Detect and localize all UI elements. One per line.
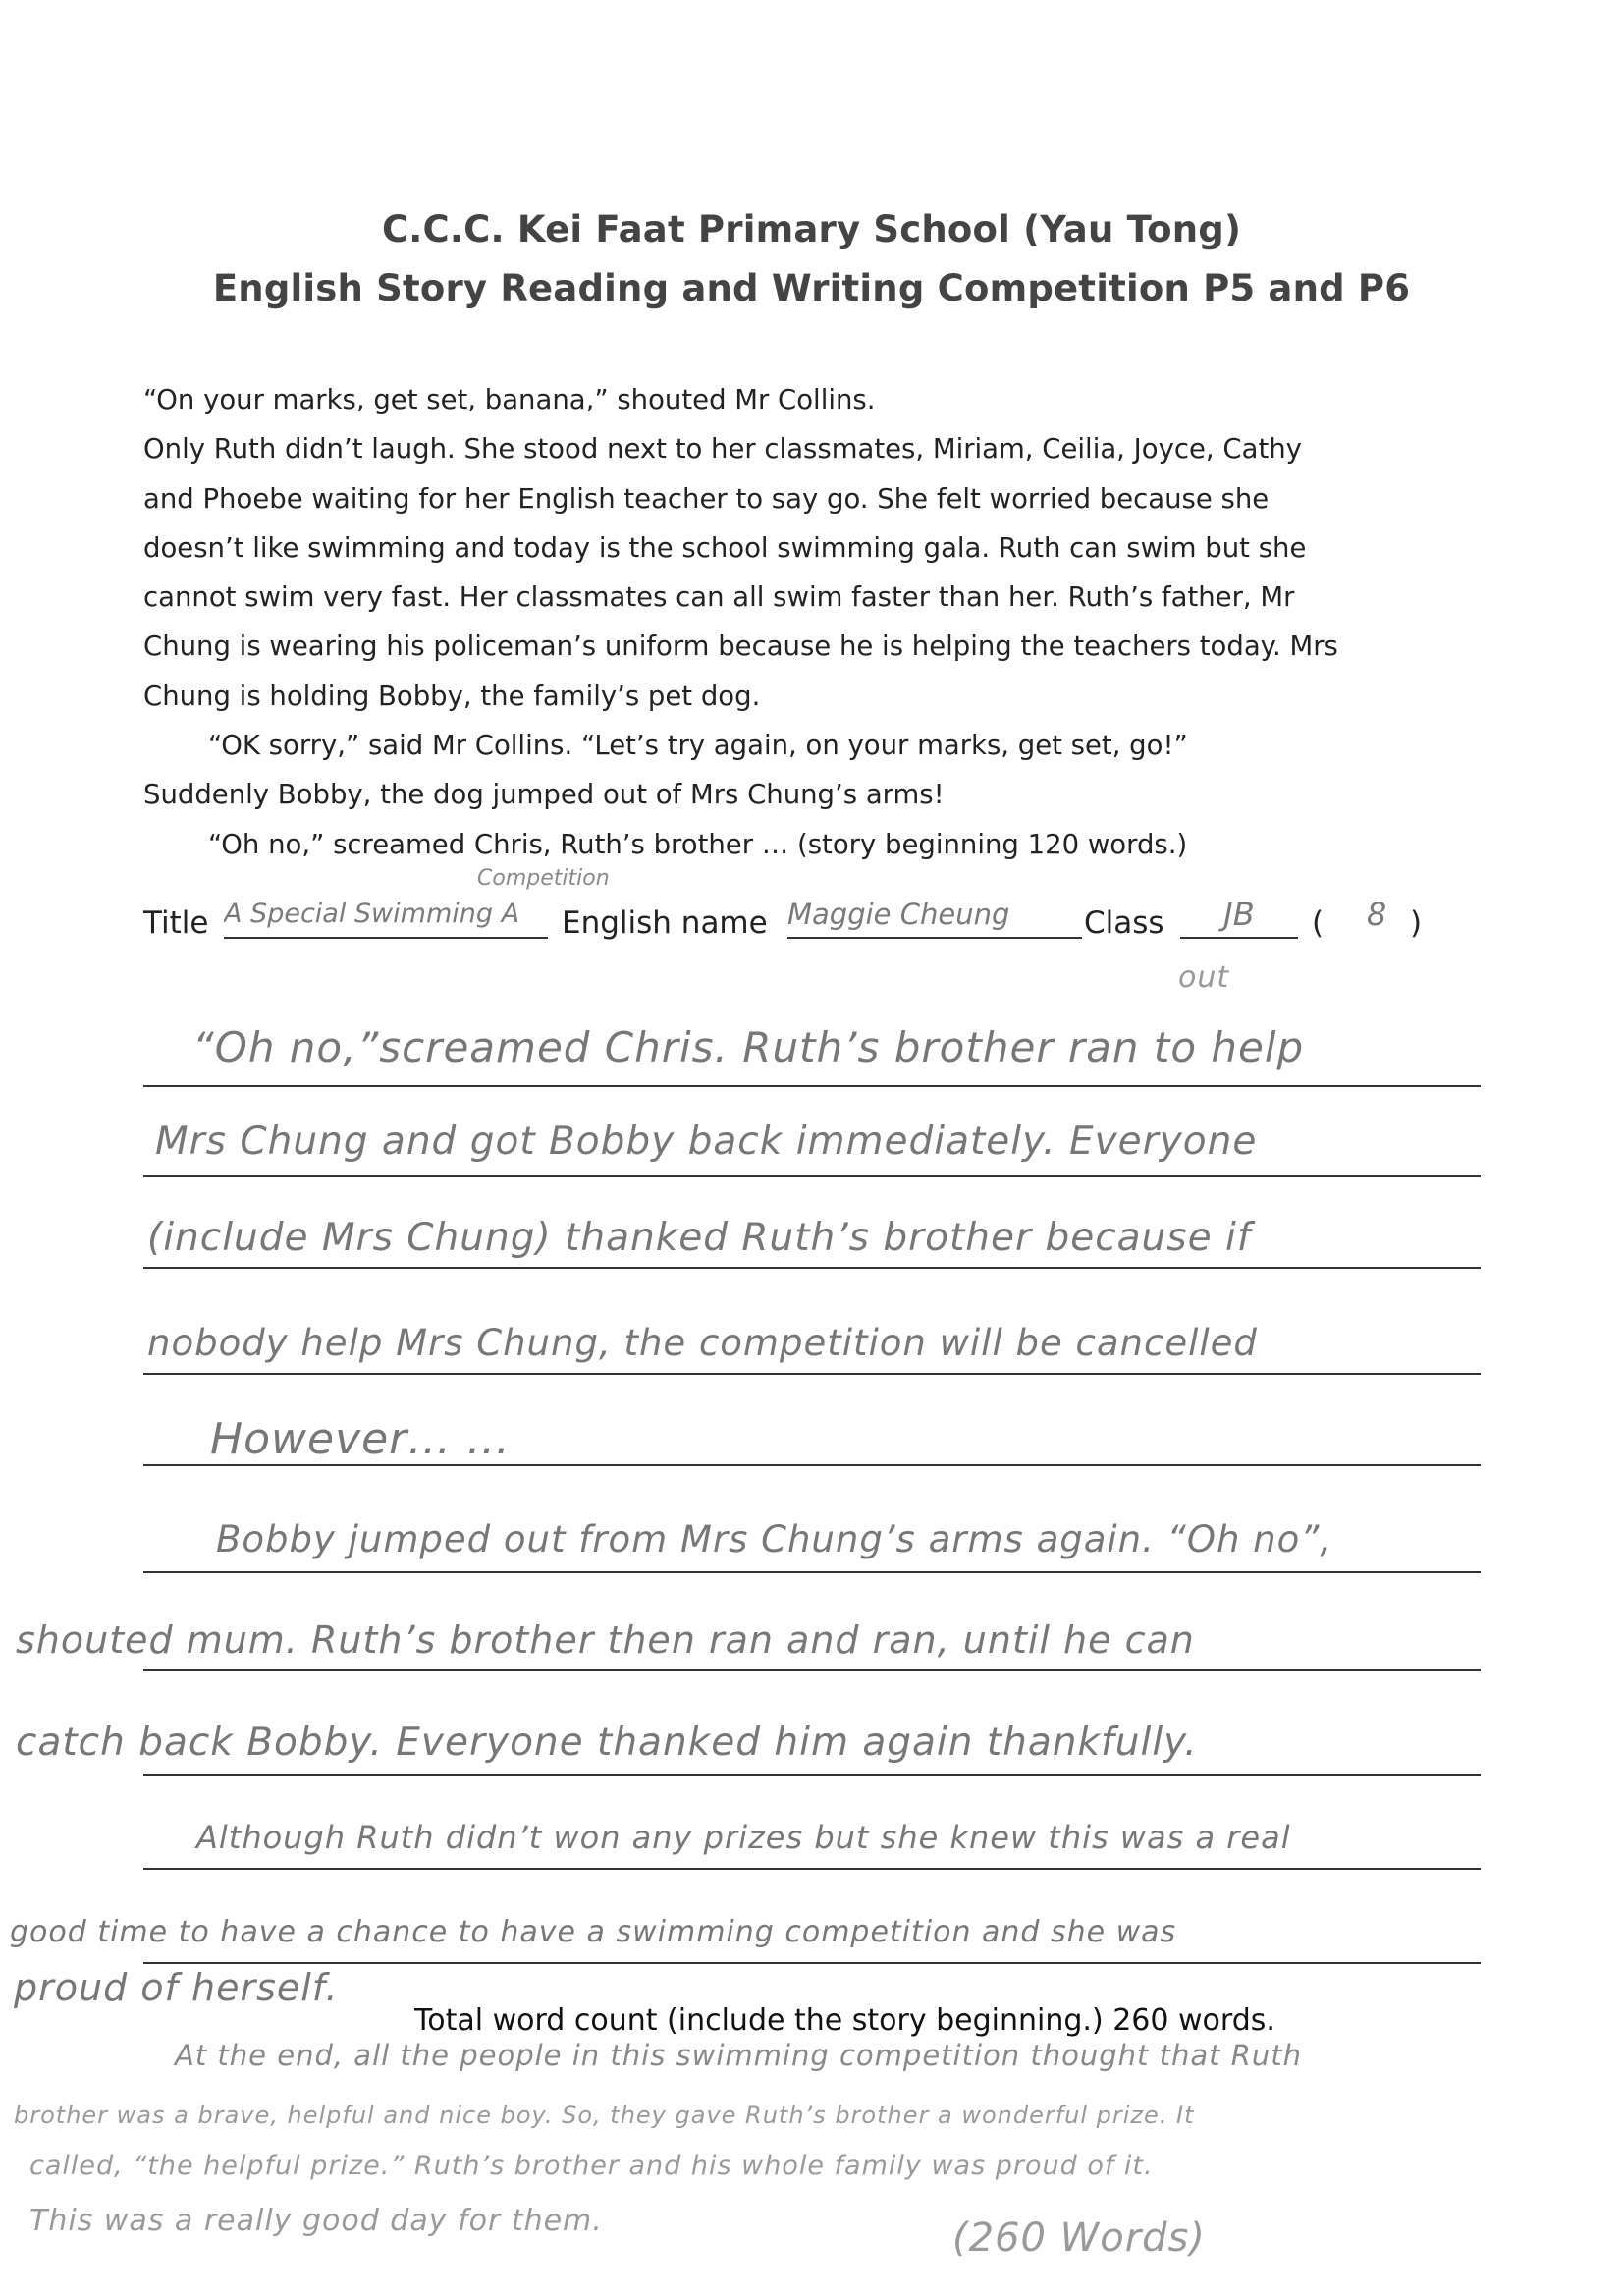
story-line: and Phoebe waiting for her English teacher to say go. She felt worried because she <box>143 482 1270 515</box>
class-number-field: 8 <box>1366 896 1387 933</box>
handwritten-line: shouted mum. Ruth’s brother then ran and ran, until he can <box>16 1618 1195 1662</box>
handwritten-line: However… … <box>210 1414 512 1464</box>
handwritten-line: (include Mrs Chung) thanked Ruth’s brother because if <box>147 1216 1252 1260</box>
handwritten-line: brother was a brave, helpful and nice boy. So, they gave Ruth’s brother a wonderful prize. It <box>14 2102 1195 2129</box>
rule-line <box>143 1669 1481 1671</box>
rule-line <box>143 1267 1481 1269</box>
handwritten-line: This was a really good day for them. <box>29 2204 603 2238</box>
rule-line <box>143 1774 1481 1776</box>
story-line: “Oh no,” screamed Chris, Ruth’s brother … (story beginning 120 words.) <box>208 828 1188 860</box>
total-word-count: Total word count (include the story beginning.) 260 words. <box>414 2003 1275 2038</box>
english-name-field: Maggie Cheung <box>787 892 1082 939</box>
title-field: A Special Swimming A <box>224 892 548 939</box>
handwritten-line: catch back Bobby. Everyone thanked him again thankfully. <box>16 1721 1198 1765</box>
handwritten-line: Although Ruth didn’t won any prizes but she knew this was a real <box>196 1819 1291 1856</box>
handwritten-line: At the end, all the people in this swimming competition thought that Ruth <box>175 2039 1302 2072</box>
handwritten-word-count: (260 Words) <box>952 2215 1206 2261</box>
story-line: Chung is holding Bobby, the family’s pet dog. <box>143 680 761 712</box>
form-fields <box>143 866 1518 951</box>
class-field: JB <box>1180 892 1298 939</box>
handwritten-line: Bobby jumped out from Mrs Chung’s arms again. “Oh no”, <box>216 1518 1333 1560</box>
rule-line <box>143 1464 1481 1466</box>
rule-line <box>143 1571 1481 1573</box>
handwritten-line: good time to have a chance to have a swimming competition and she was <box>10 1915 1177 1949</box>
rule-line <box>143 1085 1481 1087</box>
number-open-paren: ( <box>1312 905 1325 941</box>
handwritten-line: “Oh no,”screamed Chris. Ruth’s brother ran to help <box>192 1023 1305 1071</box>
title-label: Title <box>143 905 209 941</box>
handwritten-insert: out <box>1178 960 1230 995</box>
story-line: Chung is wearing his policeman’s uniform because he is helping the teachers today. Mrs <box>143 630 1338 663</box>
title-insert: Competition <box>477 866 610 891</box>
handwritten-line: called, “the helpful prize.” Ruth’s brother and his whole family was proud of it. <box>29 2151 1154 2181</box>
story-line: “OK sorry,” said Mr Collins. “Let’s try again, on your marks, get set, go!” <box>208 730 1188 762</box>
class-label: Class <box>1084 905 1164 941</box>
number-close-paren: ) <box>1410 905 1423 941</box>
school-name: C.C.C. Kei Faat Primary School (Yau Tong) <box>381 208 1242 250</box>
rule-line <box>143 1175 1481 1177</box>
handwritten-line: proud of herself. <box>14 1966 339 2009</box>
story-line: doesn’t like swimming and today is the school swimming gala. Ruth can swim but she <box>143 531 1307 564</box>
english-name-label: English name <box>562 905 768 941</box>
story-line: Only Ruth didn’t laugh. She stood next to her classmates, Miriam, Ceilia, Joyce, Cathy <box>143 433 1302 465</box>
rule-line <box>143 1962 1481 1964</box>
handwritten-line: nobody help Mrs Chung, the competition will be cancelled <box>147 1322 1258 1364</box>
rule-line <box>143 1868 1481 1870</box>
handwritten-line: Mrs Chung and got Bobby back immediately. Everyone <box>155 1120 1258 1164</box>
rule-line <box>143 1373 1481 1375</box>
competition-title: English Story Reading and Writing Competition P5 and P6 <box>212 267 1411 309</box>
story-beginning <box>143 375 1508 869</box>
story-line: Suddenly Bobby, the dog jumped out of Mrs Chung’s arms! <box>143 779 945 811</box>
story-line: “On your marks, get set, banana,” shouted Mr Collins. <box>143 384 876 415</box>
story-line: cannot swim very fast. Her classmates can all swim faster than her. Ruth’s father, Mr <box>143 581 1295 614</box>
